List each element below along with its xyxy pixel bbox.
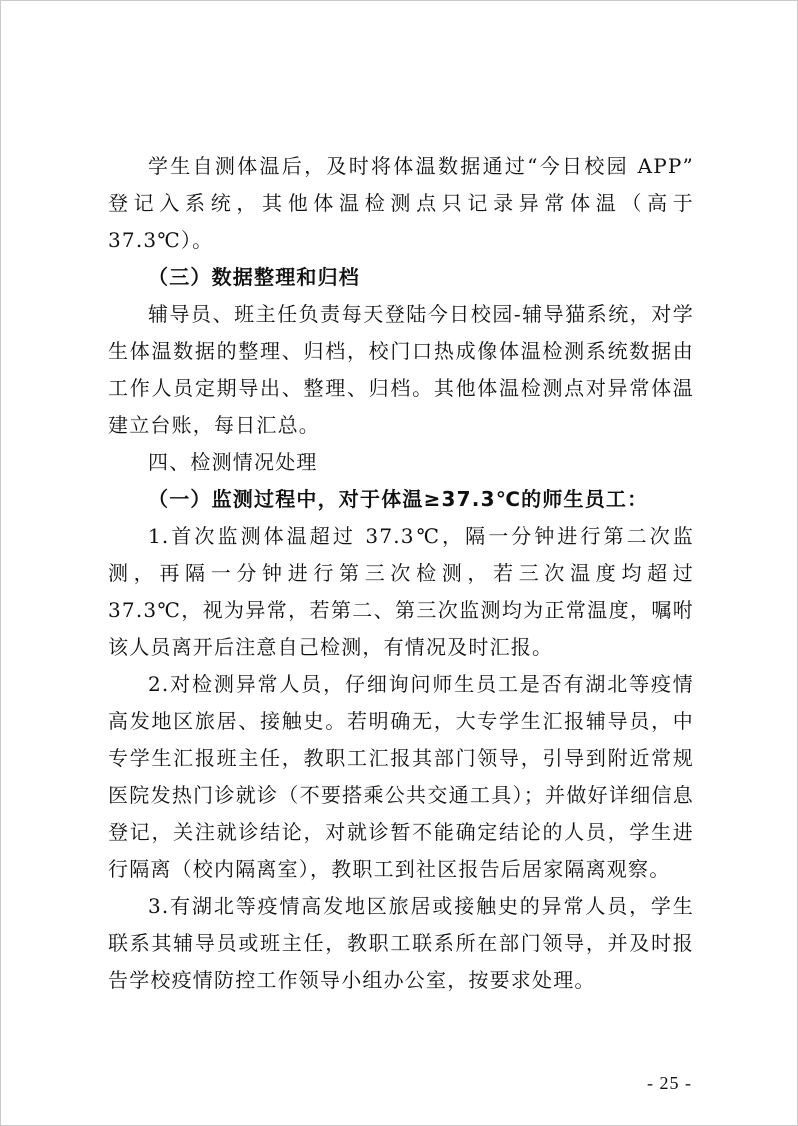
heading-section-four: 四、检测情况处理 <box>148 450 318 474</box>
heading-data-archiving: （三）数据整理和归档 <box>148 265 360 289</box>
paragraph-item-3: 3.有湖北等疫情高发地区旅居或接触史的异常人员，学生联系其辅导员或班主任，教职工联系所在部门领导，并及时报告学校疫情防控工作领导小组办公室，按要求处理。 <box>108 894 694 992</box>
page-number: - 25 - <box>647 1073 692 1093</box>
paragraph-item-1: 1.首次监测体温超过 37.3℃，隔一分钟进行第二次监测，再隔一分钟进行第三次检测，若三次温度均超过 37.3℃，视为异常，若第二、第三次监测均为正常温度，嘱咐该人员离开后注意自己检测，有情况及时汇报。 <box>108 524 694 659</box>
heading-monitoring-process: （一）监测过程中，对于体温≥37.3℃的师生员工： <box>148 487 649 511</box>
paragraph-temperature-upload: 学生自测体温后，及时将体温数据通过“今日校园 APP” 登记入系统，其他体温检测点只记录异常体温（高于 37.3℃）。 <box>108 154 694 252</box>
paragraph-item-2: 2.对检测异常人员，仔细询问师生员工是否有湖北等疫情高发地区旅居、接触史。若明确无，大专学生汇报辅导员，中专学生汇报班主任，教职工汇报其部门领导，引导到附近常规医院发热门诊就诊（不要搭乘公共交通工具）；并做好详细信息登记，关注就诊结论，对就诊暂不能确定结论的人员，学生进行隔离（校内隔离室），教职工到社区报告后居家隔离观察。 <box>108 672 694 881</box>
document-body <box>108 148 694 999</box>
paragraph-data-archiving: 辅导员、班主任负责每天登陆今日校园-辅导猫系统，对学生体温数据的整理、归档，校门口热成像体温检测系统数据由工作人员定期导出、整理、归档。其他体温检测点对异常体温建立台账，每日汇总。 <box>108 302 694 437</box>
